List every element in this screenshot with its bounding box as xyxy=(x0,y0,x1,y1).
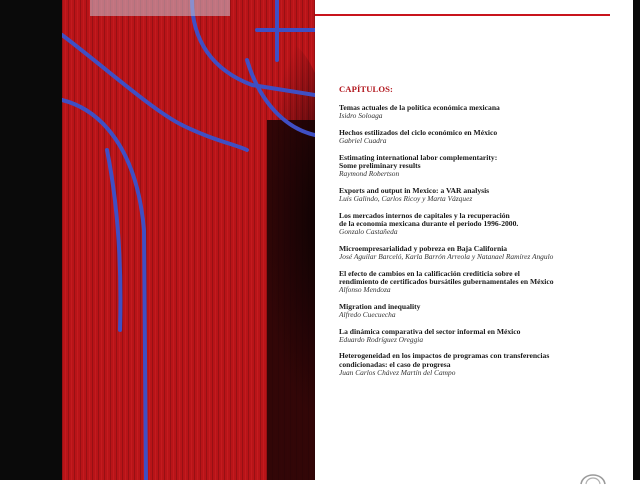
chapter-entry xyxy=(339,129,631,146)
chapter-author: Raymond Robertson xyxy=(339,169,400,179)
chapter-title: El efecto de cambios en la calificación crediticia sobre el rendimiento de certificados bursátiles gubernamentales en México xyxy=(339,268,554,286)
chapter-author: Isidro Soloaga xyxy=(339,111,383,121)
left-black-band xyxy=(0,0,62,480)
chapters-list xyxy=(339,84,631,386)
chapter-author: José Aguilar Barceló, Karla Barrón Arreola y Natanael Ramírez Angulo xyxy=(339,252,554,262)
chapter-author: Gonzalo Castañeda xyxy=(339,227,398,237)
chapter-author: Juan Carlos Chávez Martín del Campo xyxy=(339,368,456,378)
chapter-entry xyxy=(339,154,631,179)
chapter-entry xyxy=(339,187,631,204)
right-black-strip xyxy=(633,0,640,480)
chapter-entry xyxy=(339,245,631,262)
chapter-title: Los mercados internos de capitales y la recuperación de la economía mexicana durante el periodo 1996-2000. xyxy=(339,210,519,228)
chapter-author: Alfredo Cuecuecha xyxy=(339,310,396,320)
artwork-graphic xyxy=(62,0,315,480)
chapter-author: Alfonso Mendoza xyxy=(339,285,391,295)
chapter-entry xyxy=(339,352,631,377)
chapter-title: Migration and inequality xyxy=(339,301,421,311)
chapter-title: Heterogeneidad en los impactos de programas con transferencias condicionadas: el caso de progresa xyxy=(339,351,550,369)
chapter-title: La dinámica comparativa del sector informal en México xyxy=(339,326,521,336)
chapter-entry xyxy=(339,303,631,320)
chapter-title: Temas actuales de la política económica mexicana xyxy=(339,103,500,112)
chapter-entry xyxy=(339,104,631,121)
chapter-title: Hechos estilizados del ciclo económico en México xyxy=(339,127,498,137)
chapter-entry xyxy=(339,270,631,295)
top-rule xyxy=(315,14,610,16)
chapter-author: Gabriel Cuadra xyxy=(339,136,387,146)
chapter-entry xyxy=(339,328,631,345)
section-heading: CAPÍTULOS: xyxy=(339,84,394,94)
chapter-author: Luis Galindo, Carlos Ricoy y Marta Vázquez xyxy=(339,194,473,204)
cover-artwork xyxy=(62,0,315,480)
chapter-title: Estimating international labor complementarity: Some preliminary results xyxy=(339,152,498,170)
chapter-entry xyxy=(339,212,631,237)
chapter-title: Microempresarialidad y pobreza en Baja California xyxy=(339,243,508,253)
publisher-seal-icon xyxy=(578,466,608,486)
chapter-author: Eduardo Rodríguez Oreggia xyxy=(339,335,424,344)
chapter-title: Exports and output in Mexico: a VAR analysis xyxy=(339,185,490,195)
